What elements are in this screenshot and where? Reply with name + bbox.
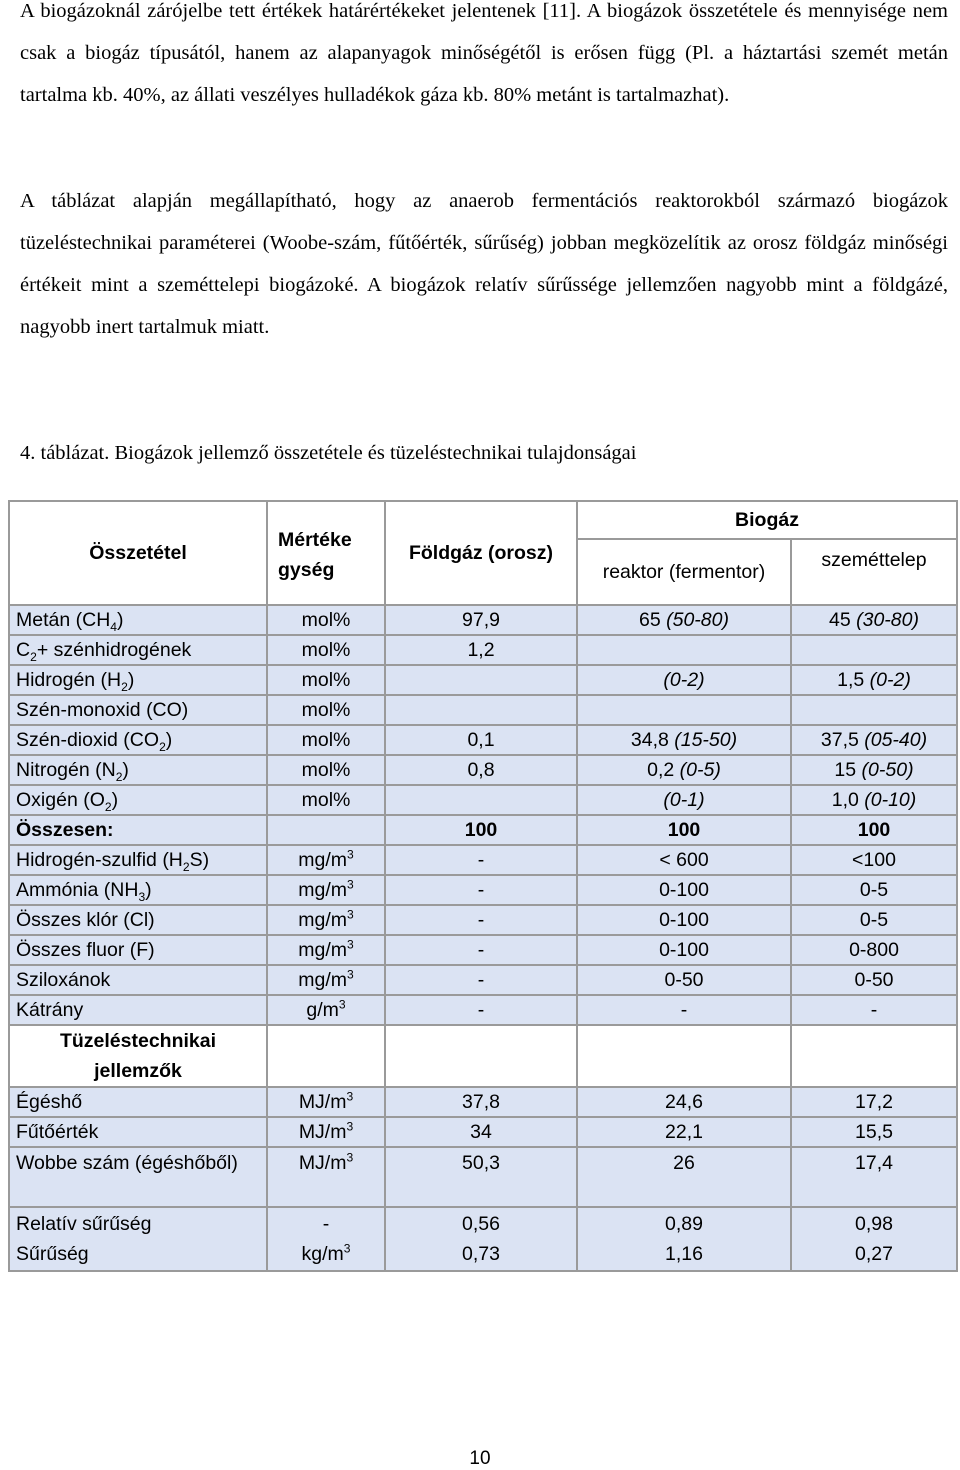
table-section-row	[9, 1025, 957, 1087]
row-unit: mol%	[267, 695, 385, 725]
row-unit: $MJ/m^3$	[267, 1087, 385, 1117]
row-landfill: 100	[791, 815, 957, 845]
row-natural-gas: -	[385, 995, 577, 1025]
relative-density-label: Relatív sűrűség	[16, 1213, 152, 1235]
row-name	[9, 1207, 267, 1271]
row-landfill: 0-50	[791, 965, 957, 995]
row-name: Összes klór (Cl)	[9, 905, 267, 935]
row-natural-gas: 34	[385, 1117, 577, 1147]
empty-cell	[267, 1025, 385, 1087]
header-composition: Összetétel	[9, 501, 267, 605]
row-unit: mol%	[267, 605, 385, 635]
row-reactor: 65 (50-80)	[577, 605, 791, 635]
empty-cell	[577, 1025, 791, 1087]
row-unit: $MJ/m^3$	[267, 1117, 385, 1147]
row-unit: $mg/m^3$	[267, 845, 385, 875]
row-name: Összes fluor (F)	[9, 935, 267, 965]
row-natural-gas	[385, 665, 577, 695]
row-reactor: < 600	[577, 845, 791, 875]
empty-cell	[385, 1025, 577, 1087]
table-row	[9, 1147, 957, 1207]
table-row	[9, 845, 957, 875]
table-row	[9, 905, 957, 935]
row-name: Oxigén $(O_2)$	[9, 785, 267, 815]
row-natural-gas: 0,8	[385, 755, 577, 785]
section-title: Tüzeléstechnikai jellemzők	[9, 1025, 267, 1087]
table-row	[9, 695, 957, 725]
row-unit: $mg/m^3$	[267, 905, 385, 935]
row-landfill	[791, 695, 957, 725]
row-natural-gas: -	[385, 875, 577, 905]
table-row	[9, 725, 957, 755]
row-unit: mol%	[267, 665, 385, 695]
row-reactor: 0-100	[577, 905, 791, 935]
row-natural-gas: -	[385, 905, 577, 935]
header-reactor: reaktor (fermentor)	[577, 539, 791, 605]
row-natural-gas: 0,1	[385, 725, 577, 755]
biogas-table-wrapper	[8, 500, 958, 1272]
row-landfill: 15 (0-50)	[791, 755, 957, 785]
density-label: Sűrűség	[16, 1243, 89, 1265]
row-landfill: 17,4	[791, 1147, 957, 1207]
paragraph-intro: A biogázoknál zárójelbe tett értékek határértékeket jelentenek [11]. A biogázok összetétele és mennyisége nem csak a biogáz típusától, hanem az alapanyagok minőségétől is erősen függ (Pl. a háztartási szemét metán tartalma kb. 40%, az állati veszélyes hulladékok gáza kb. 80% metánt is tartalmazhat).	[20, 0, 948, 106]
row-unit	[267, 815, 385, 845]
row-name: Metán $(CH_4)$	[9, 605, 267, 635]
header-landfill: szeméttelep	[791, 539, 957, 605]
relative-density-unit: -	[322, 1213, 330, 1235]
row-name: Sziloxánok	[9, 965, 267, 995]
row-unit: $mg/m^3$	[267, 935, 385, 965]
row-landfill: 0-5	[791, 875, 957, 905]
density-unit: $kg/m^3$	[301, 1241, 351, 1265]
row-reactor: 100	[577, 815, 791, 845]
row-unit: $mg/m^3$	[267, 875, 385, 905]
row-name: Hidrogén $(H_2)$	[9, 665, 267, 695]
row-natural-gas	[385, 695, 577, 725]
header-natural-gas: Földgáz (orosz)	[385, 501, 577, 605]
row-name: Wobbe szám (égéshőből)	[9, 1147, 267, 1207]
value: 0,73	[462, 1243, 500, 1265]
row-natural-gas: 37,8	[385, 1087, 577, 1117]
row-landfill: 17,2	[791, 1087, 957, 1117]
row-reactor: (0-2)	[577, 665, 791, 695]
row-natural-gas: 1,2	[385, 635, 577, 665]
row-landfill	[791, 635, 957, 665]
value: 0,98	[855, 1213, 893, 1235]
row-name: Szén-monoxid (CO)	[9, 695, 267, 725]
row-natural-gas: 97,9	[385, 605, 577, 635]
row-name: Ammónia $(NH_3)$	[9, 875, 267, 905]
row-landfill: 0-5	[791, 905, 957, 935]
table-header-row	[9, 501, 957, 539]
row-reactor: 0-100	[577, 935, 791, 965]
row-natural-gas: -	[385, 935, 577, 965]
table-row	[9, 635, 957, 665]
row-landfill: 45 (30-80)	[791, 605, 957, 635]
table-row	[9, 605, 957, 635]
table-row	[9, 1087, 957, 1117]
row-landfill: 1,0 (0-10)	[791, 785, 957, 815]
table-row	[9, 875, 957, 905]
paragraph-analysis: A táblázat alapján megállapítható, hogy az anaerob fermentációs reaktorokból származó biogázok tüzeléstechnikai paraméterei (Woobe-szám, fűtőérték, sűrűség) jobban megközelítik az orosz földgáz minőségi értékeit mint a szeméttelepi biogázoké. A biogázok relatív sűrűssége jellemzően nagyobb mint a földgázé, nagyobb inert tartalmuk miatt.	[20, 190, 948, 338]
table-caption: 4. táblázat. Biogázok jellemző összetétele és tüzeléstechnikai tulajdonságai	[20, 442, 637, 464]
row-reactor	[577, 1207, 791, 1271]
row-reactor	[577, 695, 791, 725]
row-name: Összesen:	[9, 815, 267, 845]
row-reactor: 22,1	[577, 1117, 791, 1147]
row-name: Nitrogén $(N_2)$	[9, 755, 267, 785]
row-reactor: 0-50	[577, 965, 791, 995]
value: 0,56	[462, 1213, 500, 1235]
value: 1,16	[665, 1243, 703, 1265]
header-biogas: Biogáz	[577, 501, 957, 539]
row-name: Szén-dioxid $(CO_2)$	[9, 725, 267, 755]
row-unit: mol%	[267, 785, 385, 815]
biogas-composition-table	[8, 500, 958, 1272]
row-landfill: <100	[791, 845, 957, 875]
table-row	[9, 935, 957, 965]
table-row-total	[9, 815, 957, 845]
row-reactor: 0,2 (0-5)	[577, 755, 791, 785]
row-reactor: -	[577, 995, 791, 1025]
row-natural-gas: 50,3	[385, 1147, 577, 1207]
row-unit: mol%	[267, 755, 385, 785]
row-natural-gas	[385, 785, 577, 815]
row-unit: mol%	[267, 635, 385, 665]
row-landfill: 1,5 (0-2)	[791, 665, 957, 695]
row-landfill: -	[791, 995, 957, 1025]
value: 0,27	[855, 1243, 893, 1265]
row-reactor: 26	[577, 1147, 791, 1207]
row-reactor	[577, 635, 791, 665]
row-reactor: 34,8 (15-50)	[577, 725, 791, 755]
row-name: Kátrány	[9, 995, 267, 1025]
table-row	[9, 755, 957, 785]
row-name: Hidrogén-szulfid $(H_2S)$	[9, 845, 267, 875]
row-natural-gas: -	[385, 965, 577, 995]
table-row-density	[9, 1207, 957, 1271]
page-number: 10	[469, 1448, 491, 1469]
table-row	[9, 995, 957, 1025]
row-name: Fűtőérték	[9, 1117, 267, 1147]
row-reactor: (0-1)	[577, 785, 791, 815]
row-unit: mol%	[267, 725, 385, 755]
row-unit	[267, 1207, 385, 1271]
empty-cell	[791, 1025, 957, 1087]
row-reactor: 24,6	[577, 1087, 791, 1117]
row-name: $C_2+$ szénhidrogének	[9, 635, 267, 665]
row-natural-gas: -	[385, 845, 577, 875]
row-landfill: 37,5 (05-40)	[791, 725, 957, 755]
row-landfill: 0-800	[791, 935, 957, 965]
table-row	[9, 785, 957, 815]
table-row	[9, 965, 957, 995]
row-natural-gas: 100	[385, 815, 577, 845]
row-unit: $g/m^3$	[267, 995, 385, 1025]
row-natural-gas	[385, 1207, 577, 1271]
row-unit: $MJ/m^3$	[267, 1147, 385, 1207]
row-landfill	[791, 1207, 957, 1271]
row-unit: $mg/m^3$	[267, 965, 385, 995]
header-unit: Mértéke gység	[267, 501, 385, 605]
value: 0,89	[665, 1213, 703, 1235]
row-reactor: 0-100	[577, 875, 791, 905]
table-row	[9, 665, 957, 695]
row-name: Égéshő	[9, 1087, 267, 1117]
row-landfill: 15,5	[791, 1117, 957, 1147]
table-row	[9, 1117, 957, 1147]
